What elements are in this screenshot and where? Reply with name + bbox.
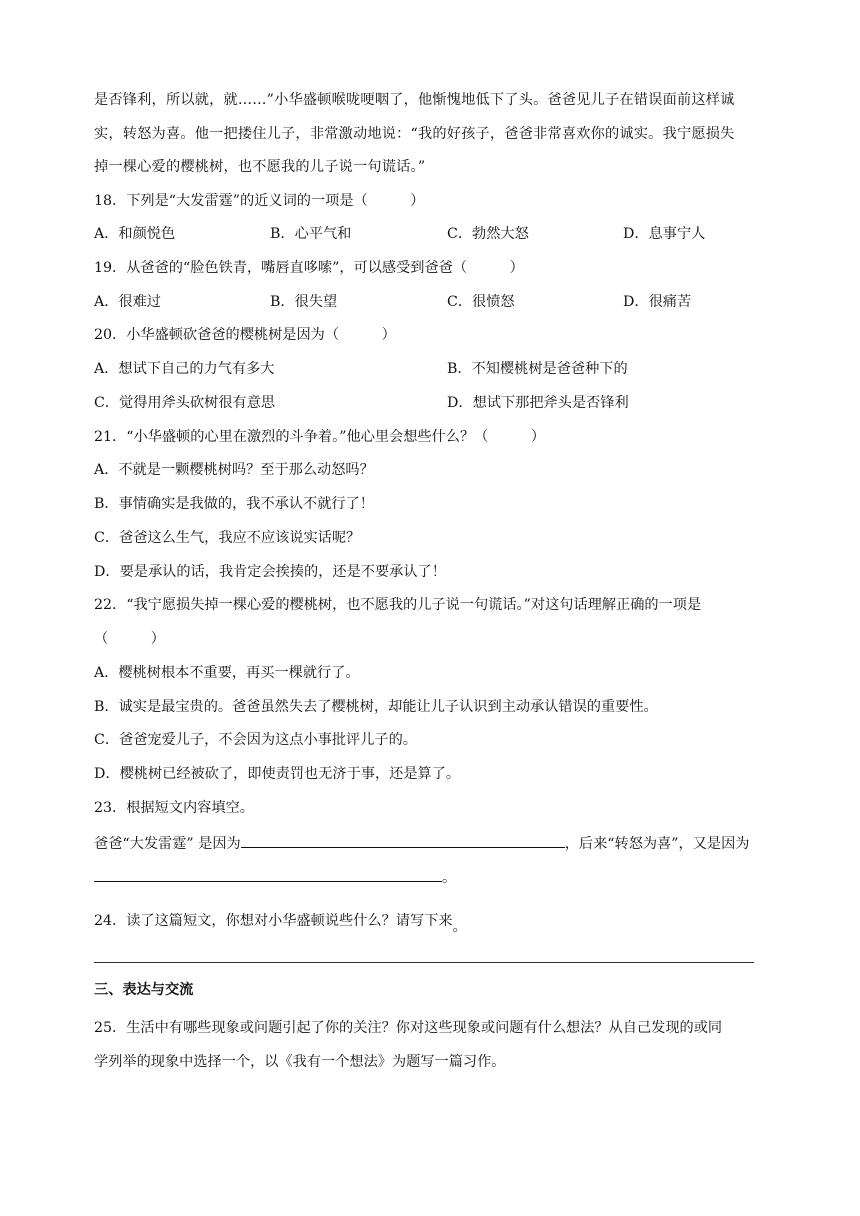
question-20-stem: 20．小华盛顿砍爸爸的樱桃树是因为（ ） [94,327,396,343]
q22-option-c: C．爸爸宠爱儿子，不会因为这点小事批评儿子的。 [94,732,417,748]
q20-option-c: C．觉得用斧头砍树很有意思 [94,395,276,411]
q24-answer-line[interactable] [94,962,754,963]
q19-option-d: D．很痛苦 [623,294,692,310]
question-25-line-2: 学列举的现象中选择一个，以《我有一个想法》为题写一篇习作。 [94,1054,506,1070]
q22-option-d: D．樱桃树已经被砍了，即使责罚也无济于事，还是算了。 [94,766,461,782]
question-19-stem: 19．从爸爸的“脸色铁青，嘴唇直哆嗦”，可以感受到爸爸（ ） [94,260,524,276]
question-22-stem: 22．“我宁愿损失掉一棵心爱的樱桃树，也不愿我的儿子说一句谎话。”对这句话理解正确的一项是 [94,597,702,613]
question-25-line-1: 25．生活中有哪些现象或问题引起了你的关注？你对这些现象或问题有什么想法？从自己发现的或同 [94,1020,723,1036]
section-3-title: 三、表达与交流 [94,982,194,998]
q20-option-b: B．不知樱桃树是爸爸种下的 [447,361,628,377]
q19-option-c: C．很愤怒 [447,294,515,310]
q21-option-a: A．不就是一颗樱桃树吗？至于那么动怒吗？ [94,462,374,478]
q18-option-c: C．勃然大怒 [447,226,529,242]
question-23-stem: 23．根据短文内容填空。 [94,800,254,816]
question-23-fill-line-1 [94,832,749,854]
q19-option-a: A．很难过 [94,294,161,310]
q19-option-b: B．很失望 [270,294,338,310]
q20-option-a: A．想试下自己的力气有多大 [94,361,275,377]
passage-line-1: 是否锋利，所以就，就……”小华盛顿喉咙哽咽了，他惭愧地低下了头。爸爸见儿子在错误面前这样诚 [94,92,735,108]
question-22-stem-bracket: （ ） [94,631,165,647]
question-23-fill-line-2 [94,866,456,888]
q18-option-a: A．和颜悦色 [94,226,176,242]
q20-option-d: D．想试下那把斧头是否锋利 [447,395,629,411]
passage-line-2: 实，转怒为喜。他一把搂住儿子，非常激动地说：“我的好孩子，爸爸非常喜欢你的诚实。我宁愿损失 [94,126,735,142]
q18-option-b: B．心平气和 [270,226,352,242]
q23-blank-1[interactable] [241,832,565,848]
q23-text-part1: 爸爸“大发雷霆” 是因为 [94,836,241,852]
q24-stem-text: 24．读了这篇短文，你想对小华盛顿说些什么？请写下来 [94,913,453,929]
q23-text-part2: ，后来“转怒为喜”，又是因为 [564,836,750,852]
q22-option-a: A．樱桃树根本不重要，再买一棵就行了。 [94,665,360,681]
passage-line-3: 掉一棵心爱的樱桃树，也不愿我的儿子说一句谎话。” [94,159,426,175]
question-21-stem: 21．“小华盛顿的心里在激烈的斗争着。”他心里会想些什么？（ ） [94,429,546,445]
q23-blank-2[interactable] [94,866,442,882]
q24-stem-end: 。 [452,919,467,935]
question-24-stem [94,911,467,935]
q23-text-part3: 。 [442,870,457,886]
q21-option-d: D．要是承认的话，我肯定会挨揍的，还是不要承认了！ [94,564,446,580]
question-18-stem: 18．下列是“大发雷霆”的近义词的一项是（ ） [94,193,425,209]
q22-option-b: B．诚实是最宝贵的。爸爸虽然失去了樱桃树，却能让儿子认识到主动承认错误的重要性。 [94,699,658,715]
q18-option-d: D．息事宁人 [623,226,706,242]
q21-option-c: C．爸爸这么生气，我应不应该说实话呢？ [94,530,361,546]
q21-option-b: B．事情确实是我做的，我不承认不就行了！ [94,496,374,512]
